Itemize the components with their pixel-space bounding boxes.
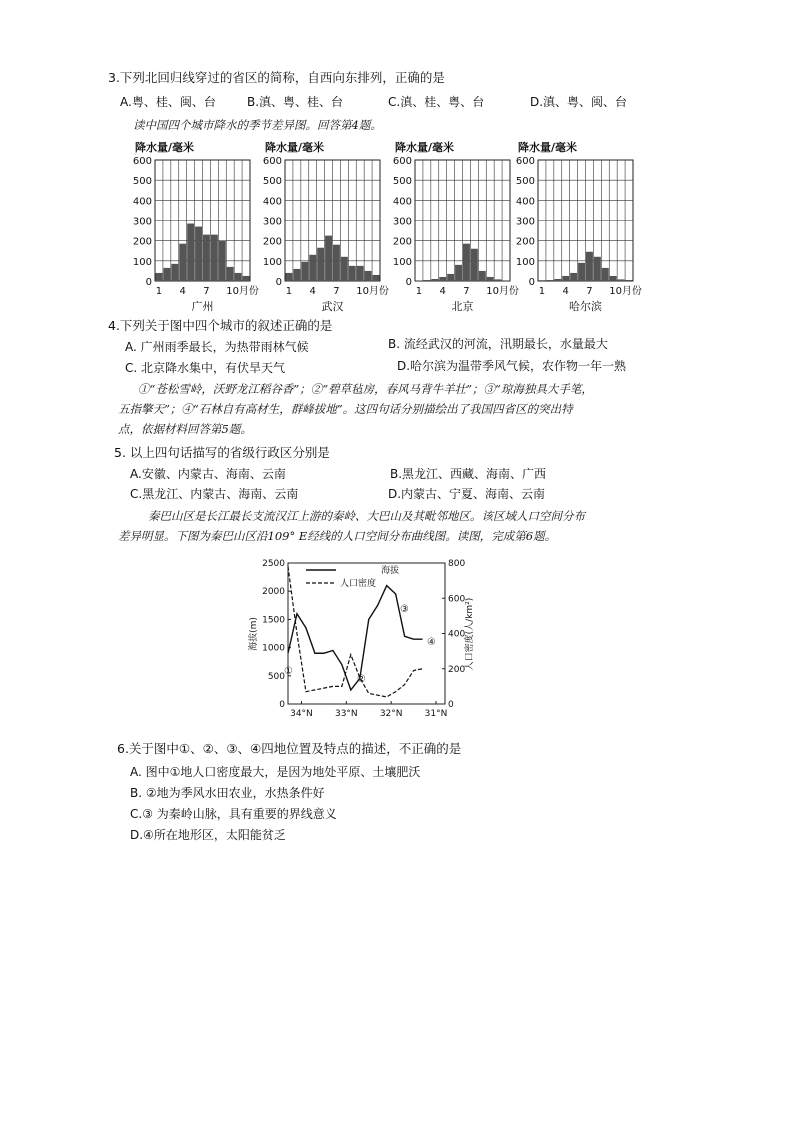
chart1-ytick: 600 <box>132 156 152 167</box>
chart1-ytick: 400 <box>132 196 152 208</box>
q3-option-b: B.滇、粤、桂、台 <box>247 95 344 109</box>
chart4-bar <box>546 280 553 281</box>
chart4-bar <box>570 273 577 281</box>
profile-marker-4: ④ <box>427 637 436 648</box>
chart4-bar <box>610 276 617 281</box>
chart3-bar <box>416 280 423 281</box>
chart2-title: 武汉 <box>321 300 344 313</box>
chart2-bar <box>286 273 293 281</box>
chart2-bar <box>301 262 308 281</box>
chart2-xtick: 7 <box>333 286 340 297</box>
q3-option-a: A.粤、桂、闽、台 <box>120 95 216 109</box>
q6-option-b: B. ②地为季风水田农业，水热条件好 <box>130 786 325 800</box>
chart1-bar <box>163 268 170 281</box>
chart3-bar <box>431 279 438 281</box>
q6-intro-line2: 差异明显。下图为秦巴山区沿109° E经线的人口空间分布曲线图。读图，完成第6题。 <box>118 529 557 543</box>
chart3-title: 北京 <box>451 300 474 313</box>
chart2-bar <box>293 269 300 281</box>
chart2-bar <box>349 266 356 281</box>
chart4-ytick: 400 <box>515 196 535 208</box>
chart4-ytick: 500 <box>515 176 535 188</box>
chart1-xtick: 4 <box>179 286 186 297</box>
chart2-bar <box>309 255 316 281</box>
chart4-ytick: 300 <box>515 216 535 228</box>
chart3-ytick: 100 <box>392 256 412 268</box>
profile-left-tick: 500 <box>267 671 285 682</box>
chart4-bar <box>539 280 546 281</box>
q4-option-b: B. 流经武汉的河流，汛期最长，水量最大 <box>388 337 608 351</box>
profile-marker-1: ① <box>284 666 293 677</box>
chart2-ytick: 200 <box>262 236 282 248</box>
q3-stem: 3.下列北回归线穿过的省区的简称，自西向东排列，正确的是 <box>108 70 445 85</box>
q4-intro: 读中国四个城市降水的季节差异图。回答第4题。 <box>133 118 382 132</box>
chart1-bar <box>243 276 250 281</box>
legend-elevation-label: 海拔 <box>380 566 400 576</box>
chart1-bar <box>187 224 194 281</box>
chart3-xtick: 4 <box>439 286 446 297</box>
chart2-ytick: 500 <box>262 176 282 188</box>
chart1-title: 广州 <box>191 300 214 313</box>
precipitation-charts <box>0 135 793 315</box>
chart3-xtick: 10月份 <box>486 286 519 297</box>
profile-ylabel: 海拔(m) <box>249 617 259 651</box>
chart4-bar <box>554 279 561 281</box>
chart3-ytick: 300 <box>392 216 412 228</box>
q3-option-c: C.滇、桂、粤、台 <box>388 95 485 109</box>
q6-option-a: A. 图中①地人口密度最大，是因为地处平原、土壤肥沃 <box>130 765 421 779</box>
q4-stem: 4.下列关于图中四个城市的叙述正确的是 <box>108 318 333 333</box>
profile-right-tick: 400 <box>448 629 466 640</box>
chart4-bar <box>594 257 601 281</box>
chart1-xtick: 10月份 <box>226 286 259 297</box>
chart2-bar <box>325 236 332 281</box>
chart4-bar <box>586 252 593 281</box>
chart3-bar <box>447 274 454 281</box>
chart2-bar <box>317 248 324 281</box>
q5-option-a: A.安徽、内蒙古、海南、云南 <box>130 467 286 481</box>
chart3-bar <box>439 277 446 281</box>
chart3-ytick: 400 <box>392 196 412 208</box>
profile-marker-2: ② <box>357 674 366 685</box>
profile-right-tick: 800 <box>448 559 466 569</box>
chart3-ytick: 0 <box>405 277 412 288</box>
chart4-ytick: 600 <box>515 156 535 167</box>
chart4-ytick: 200 <box>515 236 535 248</box>
profile-x-tick: 33°N <box>334 709 358 719</box>
chart1-bar <box>235 273 242 281</box>
chart1-ytick: 200 <box>132 236 152 248</box>
chart3-bar <box>423 280 430 281</box>
q5-intro-line2: 五指擎天”；④“石林自有高材生，群峰拔地”。这四句话分别描绘出了我国四省区的突出特 <box>118 402 573 416</box>
chart2-xtick: 10月份 <box>356 286 389 297</box>
profile-right-tick: 600 <box>448 594 466 605</box>
elevation-line <box>288 586 423 690</box>
chart2-ytick: 600 <box>262 156 282 167</box>
q6-stem: 6.关于图中①、②、③、④四地位置及特点的描述，不正确的是 <box>117 741 462 756</box>
q3-option-d: D.滇、粤、闽、台 <box>530 95 628 109</box>
chart3-xtick: 7 <box>463 286 470 297</box>
chart3-ytick: 200 <box>392 236 412 248</box>
chart1-xtick: 7 <box>203 286 210 297</box>
profile-left-tick: 2000 <box>262 587 285 598</box>
profile-left-tick: 2500 <box>262 559 285 569</box>
qinba-profile-chart <box>240 552 480 724</box>
chart3-bar <box>479 271 486 281</box>
q5-intro-line3: 点，依据材料回答第5题。 <box>118 422 252 436</box>
chart4-xtick: 10月份 <box>609 286 642 297</box>
chart1-ytick: 100 <box>132 256 152 268</box>
chart1-bar <box>179 244 186 281</box>
q5-stem: 5. 以上四句话描写的省级行政区分别是 <box>114 445 330 460</box>
chart2-bar <box>373 275 380 281</box>
chart4-xtick: 1 <box>538 286 546 297</box>
chart2-ytick: 0 <box>275 277 282 288</box>
profile-left-tick: 1500 <box>262 615 285 626</box>
q4-option-a: A. 广州雨季最长，为热带雨林气候 <box>125 340 309 354</box>
q4-option-c: C. 北京降水集中，有伏旱天气 <box>125 361 286 375</box>
chart1-ytick: 0 <box>145 277 152 288</box>
profile-y2label: 人口密度(人/km²) <box>465 597 475 671</box>
chart1-bar <box>156 273 163 281</box>
chart2-xtick: 4 <box>309 286 316 297</box>
chart3-bar <box>503 280 510 281</box>
profile-marker-3: ③ <box>400 604 409 615</box>
profile-x-tick: 32°N <box>379 709 403 719</box>
chart1-bar <box>219 241 226 281</box>
profile-x-tick: 34°N <box>290 709 313 719</box>
chart4-xtick: 4 <box>562 286 569 297</box>
chart2-ytick: 400 <box>262 196 282 208</box>
q5-option-b: B.黑龙江、西藏、海南、广西 <box>390 467 547 481</box>
chart2-ytick: 300 <box>262 216 282 228</box>
chart1-bar <box>227 267 234 281</box>
chart2-ylabel: 降水量/毫米 <box>265 141 325 154</box>
q6-intro-line1: 秦巴山区是长江最长支流汉江上游的秦岭、大巴山及其毗邻地区。该区域人口空间分布 <box>148 509 585 523</box>
chart3-ylabel: 降水量/毫米 <box>395 141 455 154</box>
chart3-bar <box>471 249 478 281</box>
profile-right-tick: 200 <box>448 664 466 675</box>
chart3-bar <box>455 265 462 281</box>
q6-option-c: C.③ 为秦岭山脉，具有重要的界线意义 <box>130 807 337 821</box>
chart4-bar <box>562 276 569 281</box>
chart4-bar <box>578 263 585 281</box>
chart4-ytick: 0 <box>528 277 535 288</box>
chart4-xtick: 7 <box>586 286 593 297</box>
chart4-ytick: 100 <box>515 256 535 268</box>
chart4-bar <box>626 280 633 281</box>
chart1-bar <box>203 235 210 281</box>
chart4-bar <box>602 268 609 281</box>
chart1-ytick: 500 <box>132 176 152 188</box>
chart4-title: 哈尔滨 <box>569 300 602 313</box>
profile-x-tick: 31°N <box>424 709 448 719</box>
chart1-ytick: 300 <box>132 216 152 228</box>
chart2-ytick: 100 <box>262 256 282 268</box>
chart2-bar <box>333 245 340 281</box>
profile-right-tick: 0 <box>448 700 454 710</box>
chart2-bar <box>357 266 364 281</box>
chart1-ylabel: 降水量/毫米 <box>135 141 195 154</box>
chart2-xtick: 1 <box>285 286 293 297</box>
chart1-xtick: 1 <box>155 286 163 297</box>
chart3-ytick: 600 <box>392 156 412 167</box>
chart4-ylabel: 降水量/毫米 <box>518 141 578 154</box>
legend-density-label: 人口密度 <box>340 579 377 589</box>
chart1-bar <box>195 227 202 281</box>
chart2-bar <box>341 257 348 281</box>
chart3-bar <box>487 277 494 281</box>
q4-option-d: D.哈尔滨为温带季风气候，农作物一年一熟 <box>397 359 627 373</box>
chart4-bar <box>618 279 625 281</box>
profile-left-tick: 0 <box>279 700 285 710</box>
profile-left-tick: 1000 <box>262 643 285 654</box>
chart3-bar <box>495 279 502 281</box>
q5-intro-line1: ①“苍松雪岭，沃野龙江稻谷香”；②“碧草毡房，春风马背牛羊壮”；③“琼海独具大手笔， <box>138 382 593 396</box>
chart3-xtick: 1 <box>415 286 423 297</box>
chart3-ytick: 500 <box>392 176 412 188</box>
chart1-bar <box>211 235 218 281</box>
chart3-bar <box>463 244 470 281</box>
q6-option-d: D.④所在地形区，太阳能贫乏 <box>130 828 286 842</box>
q5-option-d: D.内蒙古、宁夏、海南、云南 <box>388 487 546 501</box>
q5-option-c: C.黑龙江、内蒙古、海南、云南 <box>130 487 299 501</box>
chart1-bar <box>171 264 178 281</box>
chart2-bar <box>365 271 372 281</box>
